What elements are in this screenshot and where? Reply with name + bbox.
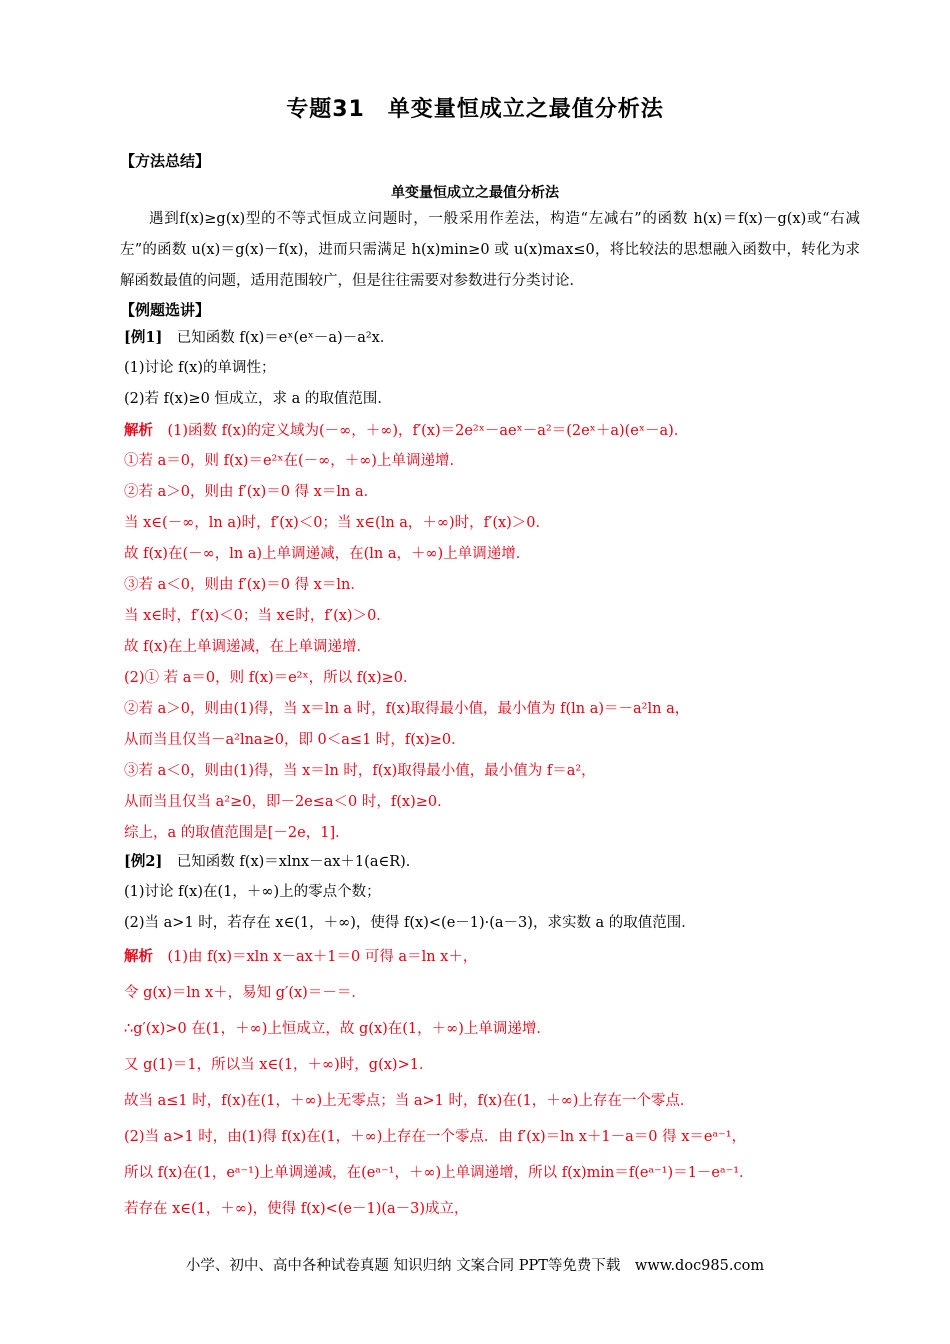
example-2-solution-line: ∴g′(x)>0 在(1，＋∞)上恒成立，故 g(x)在(1，＋∞)上单调递增． bbox=[124, 1021, 551, 1037]
example-1-solution-line: ②若 a＞0，则由 f′(x)＝0 得 x＝ln a． bbox=[124, 484, 379, 500]
example-1-solution-line: ③若 a＜0，则由 f′(x)＝0 得 x＝ln． bbox=[124, 577, 365, 593]
example-1-solution-line: ②若 a＞0，则由(1)得，当 x＝ln a 时，f(x)取得最小值，最小值为 f(ln a)＝－a²ln a， bbox=[124, 701, 690, 717]
example-1-question-2: (2)若 f(x)≥0 恒成立，求 a 的取值范围． bbox=[124, 391, 392, 407]
example-1-solution-line: 从而当且仅当－a²lna≥0，即 0＜a≤1 时，f(x)≥0． bbox=[124, 732, 466, 748]
example-1-statement bbox=[124, 322, 844, 353]
page-title: 专题31 单变量恒成立之最值分析法 bbox=[286, 97, 664, 122]
example-2-solution-line: 所以 f(x)在(1，eᵃ⁻¹)上单调递减，在(eᵃ⁻¹，＋∞)上单调递增，所以 f(x)min＝f(eᵃ⁻¹)＝1－eᵃ⁻¹． bbox=[124, 1165, 754, 1181]
example-2-text: 已知函数 f(x)＝xlnx－ax＋1(a∈R)． bbox=[162, 854, 421, 870]
example-2 bbox=[124, 846, 844, 1227]
example-1-solution-line: 故 f(x)在(－∞，ln a)上单调递减，在(ln a，＋∞)上单调递增． bbox=[124, 546, 531, 562]
page-footer: 小学、初中、高中各种试卷真题 知识归纳 文案合同 PPT等免费下载 www.doc985.com bbox=[185, 1258, 765, 1274]
example-1-text: 已知函数 f(x)＝eˣ(eˣ－a)－a²x． bbox=[162, 330, 395, 346]
example-2-question-2: (2)当 a>1 时，若存在 x∈(1，＋∞)，使得 f(x)<(e－1)·(a－3)，求实数 a 的取值范围． bbox=[124, 915, 696, 931]
example-1-solution-line: 解析 (1)函数 f(x)的定义域为(－∞，＋∞)，f′(x)＝2e²ˣ－aeˣ－a²＝(2eˣ＋a)(eˣ－a)． bbox=[124, 422, 689, 439]
example-1-solution-line: 故 f(x)在上单调递减，在上单调递增． bbox=[124, 639, 371, 655]
example-2-solution-line: 解析 (1)由 f(x)＝xln x－ax＋1＝0 可得 a＝ln x＋， bbox=[124, 948, 478, 965]
example-1-solution-line: 综上，a 的取值范围是[－2e，1]． bbox=[124, 825, 350, 841]
example-2-solution-line: 若存在 x∈(1，＋∞)，使得 f(x)<(e－1)(a－3)成立， bbox=[124, 1201, 469, 1217]
method-subtitle: 单变量恒成立之最值分析法 bbox=[391, 185, 559, 201]
method-heading: 【方法总结】 bbox=[120, 152, 211, 170]
example-1-solution-line: 从而当且仅当 a²≥0，即－2e≤a＜0 时，f(x)≥0． bbox=[124, 794, 452, 810]
example-2-solution-line: 故当 a≤1 时，f(x)在(1，＋∞)上无零点；当 a>1 时，f(x)在(1，＋∞)上存在一个零点． bbox=[124, 1093, 695, 1109]
example-1 bbox=[124, 322, 844, 849]
example-1-solution-line: ①若 a＝0，则 f(x)＝e²ˣ在(－∞，＋∞)上单调递增． bbox=[124, 453, 464, 469]
example-2-solution-line: (2)当 a>1 时，由(1)得 f(x)在(1，＋∞)上存在一个零点．由 f′(x)＝ln x＋1－a＝0 得 x＝eᵃ⁻¹， bbox=[124, 1129, 747, 1145]
solution-label: 解析 bbox=[124, 948, 153, 965]
example-2-statement bbox=[124, 846, 844, 877]
example-2-question-1: (1)讨论 f(x)在(1，＋∞)上的零点个数； bbox=[124, 884, 381, 900]
example-2-solution-line: 令 g(x)＝ln x＋，易知 g′(x)＝－＝． bbox=[124, 985, 366, 1001]
example-2-solution-line: 又 g(1)＝1，所以当 x∈(1，＋∞)时，g(x)>1． bbox=[124, 1057, 434, 1073]
example-2-label: [例2] bbox=[124, 853, 163, 870]
example-1-solution-line: 当 x∈时，f′(x)＜0；当 x∈时，f′(x)＞0． bbox=[124, 608, 391, 624]
example-1-solution-line: (2)① 若 a＝0，则 f(x)＝e²ˣ，所以 f(x)≥0． bbox=[124, 670, 418, 686]
example-1-solution-line: ③若 a＜0，则由(1)得，当 x＝ln 时，f(x)取得最小值，最小值为 f＝a²， bbox=[124, 763, 596, 779]
example-1-label: [例1] bbox=[124, 329, 163, 346]
examples-heading: 【例题选讲】 bbox=[120, 301, 211, 319]
solution-label: 解析 bbox=[124, 422, 153, 439]
example-1-question-1: (1)讨论 f(x)的单调性； bbox=[124, 360, 276, 376]
method-text: 遇到f(x)≥g(x)型的不等式恒成立问题时，一般采用作差法，构造“左减右”的函数 h(x)＝f(x)－g(x)或“右减左”的函数 u(x)＝g(x)－f(x)，进而只需满足 h(x)min≥0 或 u(x)max≤0，将比较法的思想融入函数中，转化为求解函数最值的问题，适用范围较广，但是往往需要对参数进行分类讨论． bbox=[120, 211, 860, 289]
example-1-solution-line: 当 x∈(－∞，ln a)时，f′(x)＜0；当 x∈(ln a，＋∞)时，f′(x)＞0． bbox=[124, 515, 551, 531]
